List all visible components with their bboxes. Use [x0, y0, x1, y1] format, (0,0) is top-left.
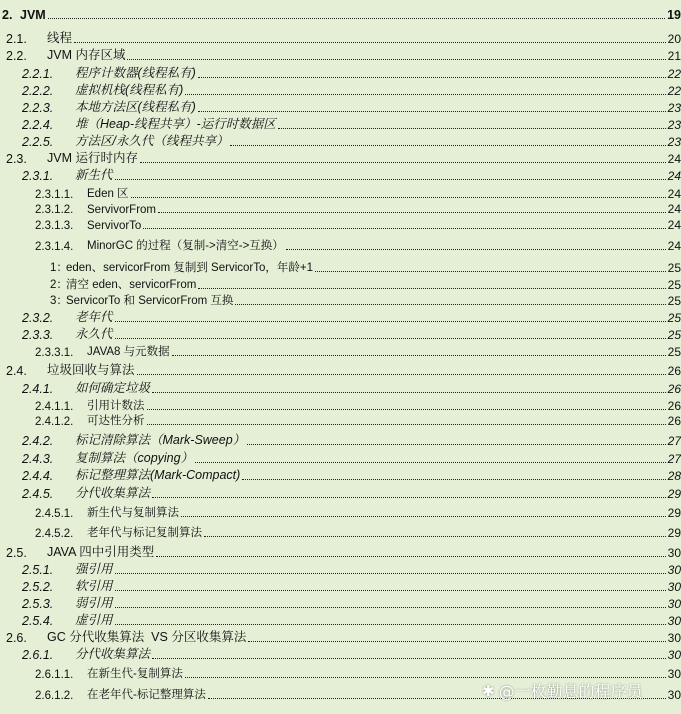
toc-entry-page: 30	[667, 563, 681, 577]
toc-entry-title: 可达性分析	[87, 415, 145, 427]
toc-leader-dots	[185, 94, 665, 95]
toc-leader-dots	[115, 624, 666, 625]
toc-entry[interactable]	[0, 30, 681, 46]
toc-entry-number: 2.4.1.2.	[35, 416, 74, 428]
toc-entry-page: 26	[667, 399, 681, 413]
toc-entry-page: 23	[667, 118, 681, 132]
toc-entry-number: 2.3.1.3.	[35, 220, 74, 232]
toc-entry-title: 本地方法区(线程私有)	[75, 100, 196, 114]
toc-leader-dots	[143, 228, 665, 229]
toc-entry-title: ServivorFrom	[87, 204, 157, 216]
toc-entry-page: 24	[667, 152, 681, 166]
toc-entry-title: 在新生代-复制算法	[87, 668, 183, 680]
toc-entry-page: 25	[667, 294, 681, 308]
toc-entry-title: 清空 eden、servicorFrom	[66, 279, 197, 291]
toc-entry-title: 在老年代-标记整理算法	[87, 689, 206, 701]
toc-entry[interactable]	[0, 380, 681, 396]
toc-entry-page: 29	[667, 506, 681, 520]
toc-entry[interactable]	[0, 412, 681, 428]
toc-entry-number: 2.3.1.	[22, 169, 54, 183]
toc-entry-number: 2.4.5.2.	[35, 528, 74, 540]
toc-entry-title: JAVA8 与元数据	[87, 346, 170, 358]
toc-entry-number: 2.3.2.	[22, 311, 54, 325]
toc-entry-title: 程序计数器(线程私有)	[75, 66, 196, 80]
toc-leader-dots	[286, 249, 666, 250]
toc-entry[interactable]	[0, 309, 681, 325]
toc-entry-page: 26	[667, 364, 681, 378]
toc-entry[interactable]	[0, 47, 681, 63]
toc-entry-title: JVM	[20, 8, 46, 22]
toc-entry-title: 分代收集算法	[75, 647, 151, 661]
toc-entry-number: 2.2.3.	[22, 101, 54, 115]
toc-entry-title: 线程	[47, 31, 73, 45]
toc-entry-number: 2.4.1.1.	[35, 401, 74, 413]
toc-entry-number: 2.4.1.	[22, 382, 54, 396]
toc-entry-title: 虚引用	[75, 613, 113, 627]
toc-entry-page: 24	[667, 169, 681, 183]
toc-leader-dots	[140, 162, 666, 163]
toc-entry-page: 21	[667, 49, 681, 63]
toc-entry[interactable]	[0, 167, 681, 183]
toc-entry-title: 方法区/永久代（线程共享）	[75, 134, 229, 148]
toc-entry-title: 老年代	[75, 310, 113, 324]
toc-entry-page: 19	[667, 8, 681, 22]
toc-entry[interactable]	[0, 343, 681, 359]
toc-entry[interactable]	[0, 99, 681, 115]
toc-leader-dots	[195, 462, 666, 463]
toc-leader-dots	[115, 573, 666, 574]
toc-entry-number: 2.4.3.	[22, 452, 54, 466]
toc-entry-page: 30	[667, 688, 681, 702]
toc-entry-title: 永久代	[75, 327, 113, 341]
toc-entry-page: 27	[667, 452, 681, 466]
toc-entry-number: 2.3.3.1.	[35, 347, 74, 359]
toc-entry-title: GC 分代收集算法 VS 分区收集算法	[47, 630, 247, 644]
toc-entry-number: 2.5.4.	[22, 614, 54, 628]
toc-leader-dots	[198, 288, 665, 289]
toc-entry-number: 2.3.1.4.	[35, 241, 74, 253]
toc-entry[interactable]	[0, 629, 681, 645]
toc-leader-dots	[181, 516, 666, 517]
toc-entry-page: 30	[667, 580, 681, 594]
toc-entry-number: 2.4.5.	[22, 487, 54, 501]
toc-entry[interactable]	[0, 524, 681, 540]
toc-entry[interactable]	[0, 82, 681, 98]
toc-leader-dots	[115, 321, 666, 322]
toc-entry-number: 3：	[50, 295, 68, 307]
toc-leader-dots	[247, 444, 665, 445]
toc-leader-dots	[152, 658, 666, 659]
toc-entry[interactable]	[0, 504, 681, 520]
toc-entry-title: 老年代与标记复制算法	[87, 527, 202, 539]
toc-entry-title: 分代收集算法	[75, 486, 151, 500]
toc-entry[interactable]	[0, 116, 681, 132]
toc-entry-number: 2.2.4.	[22, 118, 54, 132]
toc-entry-title: JVM 运行时内存	[47, 151, 138, 165]
toc-entry-number: 2.6.1.2.	[35, 690, 74, 702]
toc-entry-number: 2.1.	[6, 32, 27, 46]
toc-leader-dots	[48, 18, 665, 19]
toc-entry-number: 2.5.	[6, 546, 27, 560]
toc-entry-number: 2.3.1.1.	[35, 189, 74, 201]
toc-entry-title: 标记整理算法(Mark-Compact)	[75, 468, 241, 482]
toc-entry-title: 强引用	[75, 562, 113, 576]
toc-entry-number: 2.5.3.	[22, 597, 54, 611]
toc-entry[interactable]	[0, 595, 681, 611]
toc-entry[interactable]	[0, 185, 681, 201]
toc-entry-page: 20	[667, 32, 681, 46]
toc-leader-dots	[147, 424, 666, 425]
toc-leader-dots	[242, 479, 665, 480]
toc-entry-page: 24	[667, 218, 681, 232]
toc-entry-page: 23	[667, 101, 681, 115]
toc-entry[interactable]	[0, 432, 681, 448]
toc-leader-dots	[115, 607, 666, 608]
toc-entry-title: JAVA 四中引用类型	[47, 545, 155, 559]
toc-entry-page: 30	[667, 546, 681, 560]
toc-entry-page: 30	[667, 648, 681, 662]
toc-entry-page: 27	[667, 434, 681, 448]
toc-entry-title: 新生代与复制算法	[87, 507, 179, 519]
toc-entry-title: 如何确定垃圾	[75, 381, 151, 395]
toc-entry[interactable]	[0, 237, 681, 253]
toc-entry-title: 垃圾回收与算法	[47, 363, 135, 377]
watermark-text: @一枚勤息的程序员	[498, 682, 643, 701]
weibo-icon: ✱	[482, 681, 495, 700]
toc-entry-page: 24	[667, 202, 681, 216]
toc-entry[interactable]	[0, 544, 681, 560]
toc-entry-page: 23	[667, 135, 681, 149]
toc-entry-title: eden、servicorFrom 复制到 ServicorTo，年龄+1	[66, 262, 313, 274]
toc-entry-page: 25	[667, 311, 681, 325]
toc-entry-title: 虚拟机栈(线程私有)	[75, 83, 184, 97]
toc-entry-number: 2.6.1.	[22, 648, 54, 662]
toc-entry-number: 2.2.	[6, 49, 27, 63]
toc-entry-title: MinorGC 的过程（复制->清空->互换）	[87, 240, 284, 252]
toc-leader-dots	[74, 42, 666, 43]
toc-leader-dots	[115, 590, 666, 591]
toc-leader-dots	[278, 128, 666, 129]
toc-entry-number: 2.	[2, 8, 13, 22]
toc-entry-number: 2.6.	[6, 631, 27, 645]
toc-leader-dots	[152, 497, 666, 498]
toc-entry-number: 2.3.1.2.	[35, 204, 74, 216]
toc-entry-page: 30	[667, 667, 681, 681]
toc-entry-title: 弱引用	[75, 596, 113, 610]
toc-entry-number: 2：	[50, 279, 68, 291]
toc-entry-title: JVM 内存区域	[47, 48, 126, 62]
toc-leader-dots	[198, 111, 666, 112]
toc-entry-page: 26	[667, 414, 681, 428]
toc-leader-dots	[204, 536, 666, 537]
toc-entry-title: 引用计数法	[87, 400, 145, 412]
toc-entry-page: 22	[667, 84, 681, 98]
toc-leader-dots	[158, 212, 666, 213]
toc-leader-dots	[115, 179, 666, 180]
toc-entry-number: 2.2.5.	[22, 135, 54, 149]
toc-entry-number: 2.6.1.1.	[35, 669, 74, 681]
toc-entry-title: 堆（Heap-线程共享）-运行时数据区	[75, 117, 276, 131]
toc-entry[interactable]	[0, 292, 681, 308]
toc-entry[interactable]	[0, 362, 681, 378]
toc-leader-dots	[137, 374, 666, 375]
toc-entry-page: 25	[667, 345, 681, 359]
toc-entry-page: 24	[667, 239, 681, 253]
toc-entry-title: 标记清除算法（Mark-Sweep）	[75, 433, 246, 447]
toc-entry[interactable]	[0, 578, 681, 594]
toc-entry-title: 新生代	[75, 168, 113, 182]
toc-entry-number: 2.2.2.	[22, 84, 54, 98]
toc-entry-page: 22	[667, 67, 681, 81]
toc-entry[interactable]	[0, 450, 681, 466]
toc-entry-page: 30	[667, 631, 681, 645]
toc-entry-title: Eden 区	[87, 188, 129, 200]
toc-entry[interactable]	[0, 612, 681, 628]
toc-leader-dots	[156, 556, 665, 557]
toc-entry-title: 软引用	[75, 579, 113, 593]
toc-entry-number: 2.4.5.1.	[35, 508, 74, 520]
toc-entry[interactable]	[0, 259, 681, 275]
toc-leader-dots	[152, 392, 666, 393]
toc-leader-dots	[147, 409, 666, 410]
toc-entry-title: 复制算法（copying）	[75, 451, 194, 465]
toc-leader-dots	[230, 145, 665, 146]
toc-leader-dots	[248, 641, 665, 642]
toc-entry-number: 2.4.	[6, 364, 27, 378]
toc-entry[interactable]	[0, 326, 681, 342]
toc-leader-dots	[115, 338, 666, 339]
toc-entry-page: 25	[667, 278, 681, 292]
toc-entry[interactable]	[0, 646, 681, 662]
toc-entry-page: 30	[667, 597, 681, 611]
toc-entry-number: 2.3.3.	[22, 328, 54, 342]
toc-leader-dots	[172, 355, 666, 356]
toc-entry-number: 2.4.2.	[22, 434, 54, 448]
toc-entry-number: 2.3.	[6, 152, 27, 166]
toc-entry-number: 2.2.1.	[22, 67, 54, 81]
toc-entry[interactable]	[0, 150, 681, 166]
toc-entry-number: 1：	[50, 262, 68, 274]
toc-entry[interactable]	[0, 6, 681, 22]
toc-entry-page: 25	[667, 328, 681, 342]
toc-entry[interactable]	[0, 561, 681, 577]
toc-entry-page: 29	[667, 526, 681, 540]
toc-entry-title: ServicorTo 和 ServicorFrom 互换	[66, 295, 234, 307]
toc-leader-dots	[185, 677, 666, 678]
toc-entry-page: 25	[667, 261, 681, 275]
toc-entry[interactable]	[0, 467, 681, 483]
toc-entry-page: 30	[667, 614, 681, 628]
toc-entry[interactable]	[0, 276, 681, 292]
toc-leader-dots	[127, 59, 665, 60]
toc-entry[interactable]	[0, 397, 681, 413]
toc-entry-number: 2.5.1.	[22, 563, 54, 577]
toc-leader-dots	[131, 197, 666, 198]
toc-entry[interactable]	[0, 216, 681, 232]
toc-entry-number: 2.4.4.	[22, 469, 54, 483]
toc-entry-title: ServivorTo	[87, 220, 142, 232]
watermark	[482, 679, 643, 702]
toc-entry-page: 29	[667, 487, 681, 501]
toc-entry-page: 26	[667, 382, 681, 396]
toc-leader-dots	[315, 271, 666, 272]
toc-entry[interactable]	[0, 133, 681, 149]
toc-entry[interactable]	[0, 65, 681, 81]
toc-entry[interactable]	[0, 485, 681, 501]
toc-entry-page: 24	[667, 187, 681, 201]
toc-entry-number: 2.5.2.	[22, 580, 54, 594]
toc-leader-dots	[198, 77, 666, 78]
toc-entry[interactable]	[0, 200, 681, 216]
toc-entry-page: 28	[667, 469, 681, 483]
toc-leader-dots	[235, 304, 665, 305]
